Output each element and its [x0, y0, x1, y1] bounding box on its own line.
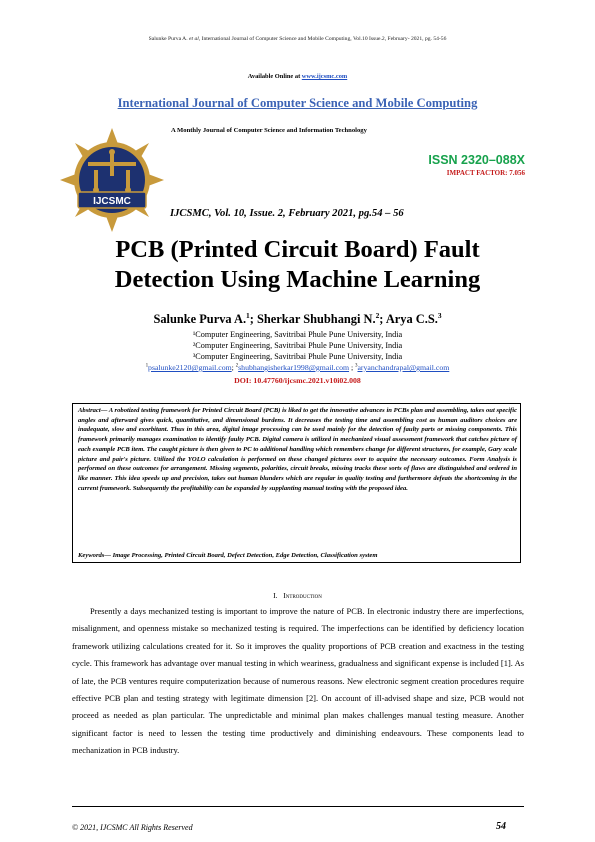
- affiliation-1: ¹Computer Engineering, Savitribai Phule Pune University, India: [192, 330, 403, 339]
- page-number: 54: [496, 821, 506, 832]
- journal-subtitle: A Monthly Journal of Computer Science and Information Technology: [171, 127, 367, 134]
- introduction-paragraph: Presently a days mechanized testing is important to improve the nature of PCB. In electronic industry there are imperfections, misalignment, and openness mistake so mechanized testing is required. The imperfections can be identified by deficiency location framework utilizing calculations created for it. So it improves the quality proportions of PCB creation and exactness in the testing cycle. This framework has advantage over manual testing in which weariness, gradualness and significant expense is included [1]. As of late, the PCB ventures require computerization because of numerous reasons. New electronic segment creation procedures require effective PCB plan and testing strategy with legitimate dimension [2]. On account of ill-advised shape and size, PCB would not proceed as needed as plan particular. The unpredictable and minimal plan makes challenges manual testing measure. Another significant factor is need to lessen the testing time productively and diminishing endeavours. These components lead to mechanization in PCB industry.: [72, 606, 524, 756]
- paper-title: [0, 235, 595, 295]
- author-name: Salunke Purva A.: [153, 312, 247, 327]
- keywords: Keywords— Image Processing, Printed Circuit Board, Defect Detection, Edge Detection, Classification system: [78, 552, 378, 559]
- citation-line: IJCSMC, Vol. 10, Issue. 2, February 2021, pg.54 – 56: [170, 208, 404, 219]
- abstract-text: Abstract— A robotized testing framework for Printed Circuit Board (PCB) is liked to get the innovative advances in PCBs plan and assembling, takes out specific angles and afterward gives quick, quantitative, and dimensional burdens. It decreases the testing time and assembling cost as human auditors choices are inadequate, slow and exorbitant. Thus in this area, digital image processing can be used mainly for the detection of faulty parts or missing components. This framework primarily manages examination to identify faulty PCB. Digital camera is utilized in mechanized visual assessment framework that catches picture of each example PCB item. The caught picture is then given to PC to additional handling which remembers change for different structures, for example, Gary scale picture and pair's picture. Utilized the YOLO calculation is performed on these changed pictures over to acquire the necessary outcomes. Form Analysis is performed on these outcomes for arrangement. Missing segments, polarities, circuit breaks, missing tracks these sorts of flaws are distinguished and ordered in like manner. This idea speeds up and precision, takes out human blunders which are regular in quality testing and furthermore defeats the shortcoming in the current framework. Subsequently the profitability can be expanded by supplanting manual testing with the proposed idea.: [78, 407, 517, 492]
- journal-website-link[interactable]: www.ijcsmc.com: [301, 73, 348, 80]
- affiliation-2: ²Computer Engineering, Savitribai Phule Pune University, India: [192, 341, 403, 350]
- section-heading: I. Introduction: [273, 591, 322, 600]
- journal-title: International Journal of Computer Science and Mobile Computing: [117, 96, 478, 110]
- footer-divider: [72, 806, 524, 807]
- affiliation-3: ³Computer Engineering, Savitribai Phule Pune University, India: [192, 352, 403, 361]
- author-name: Sherkar Shubhangi N.: [257, 312, 376, 327]
- doi: DOI: 10.47760/ijcsmc.2021.v10i02.008: [234, 376, 361, 385]
- ijcsmc-logo: [58, 126, 166, 234]
- email-link[interactable]: psalunke2120@gmail.com: [148, 363, 232, 372]
- author-list: Salunke Purva A.$^1$; Sherkar Shubhangi N.$^2$; Arya C.S.$^3$: [153, 311, 442, 327]
- email-link[interactable]: aryanchandrapal@gmail.com: [357, 363, 450, 372]
- title-line-1: PCB (Printed Circuit Board) Fault: [115, 236, 480, 263]
- issn: ISSN 2320–088X: [428, 153, 525, 167]
- running-head: Salunke Purva A. et al, International Journal of Computer Science and Mobile Computing, Vol.10 Issue.2, February- 2021, pg. 54-56: [148, 36, 447, 42]
- title-line-2: Detection Using Machine Learning: [114, 266, 481, 293]
- footer-copyright: © 2021, IJCSMC All Rights Reserved: [72, 823, 193, 832]
- email-link[interactable]: shubhangisherkar1998@gmail.com: [238, 363, 350, 372]
- impact-factor: IMPACT FACTOR: 7.056: [446, 169, 525, 177]
- author-emails: $^1$psalunke2120@gmail.com; $^2$shubhangisherkar1998@gmail.com ; $^3$aryanchandrapal@gmail.com: [145, 363, 450, 372]
- logo-text: IJCSMC: [93, 196, 131, 207]
- available-online: Available Online at www.ijcsmc.com: [247, 73, 348, 80]
- author-name: Arya C.S.: [385, 312, 438, 327]
